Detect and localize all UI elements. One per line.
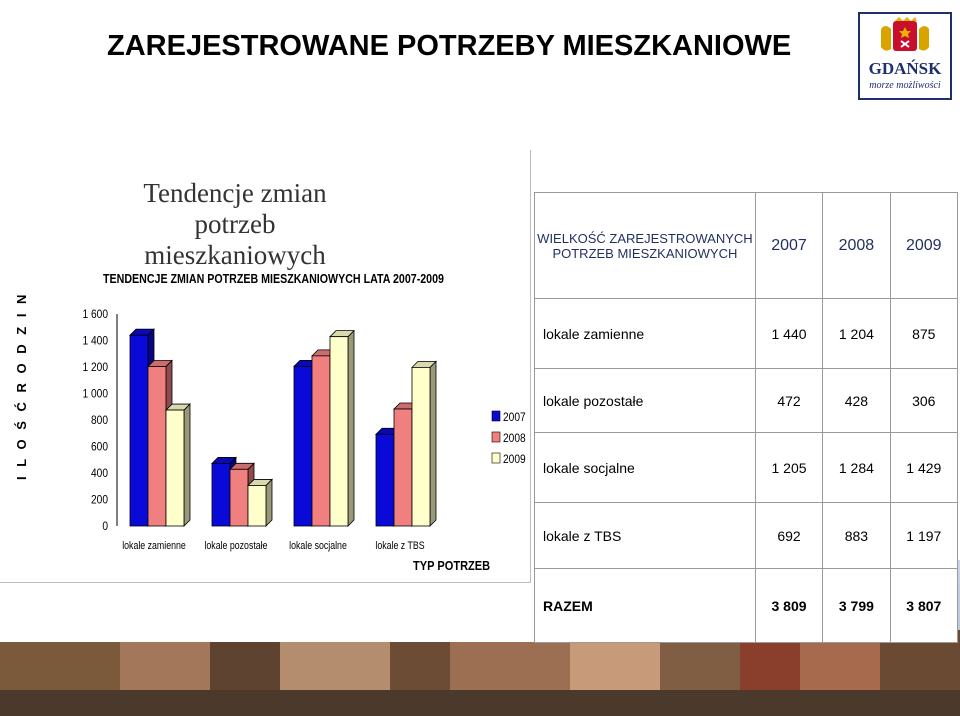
logo-tagline: morze możliwości [869,80,941,91]
legend-swatch [492,411,500,421]
table-row [535,369,958,433]
bar-side [430,361,436,526]
cell: 472 [755,369,822,433]
bar [166,410,184,526]
bar [312,356,330,526]
bar [412,367,430,526]
table-header-label: WIELKOŚĆ ZAREJESTROWANYCH POTRZEB MIESZKANIOWYCH [535,193,756,299]
bar [330,337,348,526]
category-label: lokale zamienne [122,540,186,553]
logo-name: GDAŃSK [868,59,942,78]
table-row [535,299,958,369]
y-tick-label: 600 [90,440,108,454]
y-tick-label: 1 400 [82,334,108,348]
bar [230,469,248,526]
subtitle-line-2: mieszkaniowych [144,240,326,270]
table-row [535,503,958,569]
total-cell: 3 809 [755,569,822,643]
year-header: 2009 [890,193,957,299]
y-tick-label: 1 200 [82,361,108,375]
cell: 1 204 [823,299,890,369]
y-tick-label: 1 000 [82,387,108,401]
cell: 306 [890,369,957,433]
data-table [534,192,958,643]
y-tick-label: 200 [90,493,108,507]
cell: 883 [823,503,890,569]
bar [148,366,166,526]
legend-swatch [492,432,500,442]
cell: 1 205 [755,433,822,503]
cell: 875 [890,299,957,369]
year-header: 2008 [823,193,890,299]
total-cell: 3 799 [823,569,890,643]
table-header-row [535,193,958,299]
x-axis-title: TYP POTRZEB [413,558,491,573]
legend-swatch [492,453,500,463]
category-label: lokale socjalne [289,540,347,553]
y-tick-label: 800 [90,414,108,428]
subtitle-line-1: Tendencje zmian potrzeb [143,178,327,239]
y-tick-label: 0 [102,520,108,534]
bar [394,409,412,526]
cell: 692 [755,503,822,569]
legend-label: 2008 [503,432,526,446]
legend-label: 2007 [503,411,526,425]
chart-title: TENDENCJE ZMIAN POTRZEB MIESZKANIOWYCH LATA 2007-2009 [103,271,444,286]
page-title: ZAREJESTROWANE POTRZEBY MIESZKANIOWE [107,30,792,62]
bar-side [266,479,272,526]
bar-side [184,404,190,526]
cell: 1 284 [823,433,890,503]
row-label: lokale pozostałe [535,369,756,433]
bar [130,335,148,526]
y-axis-label: I L O Ś Ć R O D Z I N [14,291,29,480]
bar [212,463,230,526]
row-label: lokale zamienne [535,299,756,369]
bar [248,485,266,526]
cell: 1 429 [890,433,957,503]
bar [294,366,312,526]
row-label: lokale z TBS [535,503,756,569]
row-label: lokale socjalne [535,433,756,503]
bar-side [348,331,354,526]
category-label: lokale z TBS [375,540,425,553]
table-total-row [535,569,958,643]
bar [376,434,394,526]
category-label: lokale pozostałe [204,540,268,553]
legend-label: 2009 [503,453,526,467]
cell: 428 [823,369,890,433]
y-tick-label: 400 [90,467,108,481]
total-cell: 3 807 [890,569,957,643]
year-header: 2007 [755,193,822,299]
table-row [535,433,958,503]
cell: 1 440 [755,299,822,369]
cell: 1 197 [890,503,957,569]
y-tick-label: 1 600 [82,308,108,322]
total-label: RAZEM [535,569,756,643]
